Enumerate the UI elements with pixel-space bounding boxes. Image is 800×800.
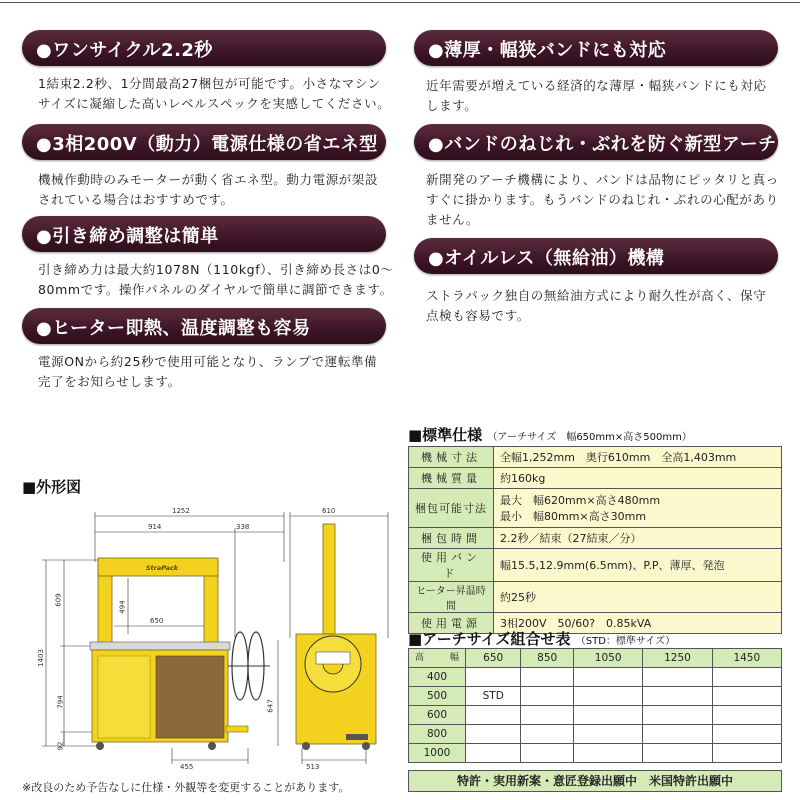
arch-cell bbox=[574, 687, 643, 706]
arch-height-header: 500 bbox=[409, 687, 466, 706]
arch-cell bbox=[574, 706, 643, 725]
patent-notice: 特許・実用新案・意匠登録出願中 米国特許出願中 bbox=[408, 770, 782, 792]
feature-title: ●ワンサイクル2.2秒 bbox=[36, 40, 213, 61]
arch-cell bbox=[712, 706, 781, 725]
desc-line: します。 bbox=[426, 98, 478, 113]
arch-cell bbox=[521, 687, 574, 706]
arch-cell bbox=[643, 687, 712, 706]
spec-value: 3相200V 50/60? 0.85kVA bbox=[494, 613, 782, 634]
arch-cell bbox=[466, 725, 521, 744]
brand-logo: StraPack bbox=[145, 564, 179, 572]
outline-drawing bbox=[20, 498, 390, 776]
spec-subtitle: （アーチサイズ 幅650mm×高さ500mm） bbox=[487, 432, 692, 443]
spec-label: 梱包時間 bbox=[409, 528, 494, 549]
dim-bottom-side: 513 bbox=[306, 763, 320, 771]
arch-cell bbox=[521, 744, 574, 763]
spec-label: 使用電源 bbox=[409, 613, 494, 634]
spec-label: ヒーター昇温時間 bbox=[409, 582, 494, 613]
feature-banner-power bbox=[22, 124, 386, 160]
arch-cell bbox=[712, 744, 781, 763]
arch-cell bbox=[643, 706, 712, 725]
spec-value bbox=[494, 489, 782, 528]
arch-subtitle: （STD：標準サイズ） bbox=[575, 636, 676, 647]
feature-desc-cycle bbox=[38, 74, 398, 114]
arch-cell bbox=[521, 706, 574, 725]
arch-height-header: 800 bbox=[409, 725, 466, 744]
table-row bbox=[409, 668, 782, 687]
feature-banner-arch bbox=[414, 124, 778, 160]
table-row bbox=[409, 687, 782, 706]
spec-label: 使用バンド bbox=[409, 549, 494, 582]
feature-title: ●薄厚・幅狭バンドにも対応 bbox=[428, 40, 667, 61]
feature-title: ●引き締め調整は簡単 bbox=[36, 226, 219, 247]
desc-line: 引き締め力は最大約1078N（110kgf）、引き締め長さは0～ bbox=[38, 262, 394, 277]
table-row bbox=[409, 489, 782, 528]
table-row bbox=[409, 447, 782, 468]
arch-cell bbox=[643, 668, 712, 687]
spec-label: 機械寸法 bbox=[409, 447, 494, 468]
corner-width-label: 幅 bbox=[449, 653, 459, 663]
table-row bbox=[409, 528, 782, 549]
arch-height-header: 1000 bbox=[409, 744, 466, 763]
desc-line: 機械作動時のみモーターが動く省エネ型。動力電源が架設 bbox=[38, 172, 379, 187]
spec-value: 幅15.5,12.9mm(6.5mm)、P.P、薄厚、発泡 bbox=[494, 549, 782, 582]
dim-arch-height: 609 bbox=[54, 593, 63, 607]
table-header-row bbox=[409, 649, 782, 668]
feature-desc-heater bbox=[38, 352, 398, 392]
table-row bbox=[409, 468, 782, 489]
table-row bbox=[409, 549, 782, 582]
dim-right-width: 338 bbox=[236, 523, 250, 531]
feature-desc-oilless bbox=[426, 286, 786, 326]
spec-label: 機械質量 bbox=[409, 468, 494, 489]
desc-line: 完了をお知らせします。 bbox=[38, 374, 181, 389]
desc-line: されている場合はおすすめです。 bbox=[38, 192, 234, 207]
arch-cell: STD bbox=[466, 687, 521, 706]
dim-table-height: 794 bbox=[56, 695, 65, 709]
feature-title: ●3相200V（動力）電源仕様の省エネ型 bbox=[36, 134, 378, 155]
outline-title: ■外形図 bbox=[22, 478, 82, 496]
dim-bottom-left: 455 bbox=[180, 763, 194, 771]
dim-left-width: 914 bbox=[148, 523, 162, 531]
table-row bbox=[409, 744, 782, 763]
arch-title bbox=[408, 628, 675, 649]
spec-value: 全幅1,252mm 奥行610mm 全高1,403mm bbox=[494, 447, 782, 468]
desc-line: ストラパック独自の無給油方式により耐久性が高く、保守 bbox=[426, 288, 767, 303]
arch-height-header: 600 bbox=[409, 706, 466, 725]
disclaimer-note: ※改良のため予告なしに仕様・外観等を変更することがあります。 bbox=[22, 781, 350, 794]
arch-cell bbox=[712, 687, 781, 706]
arch-cell bbox=[712, 725, 781, 744]
feature-desc-power bbox=[38, 170, 398, 210]
table-row bbox=[409, 725, 782, 744]
desc-line: 1結束2.2秒、1分間最高27梱包が可能です。小さなマシン bbox=[38, 76, 381, 91]
table-row bbox=[409, 582, 782, 613]
arch-cell bbox=[574, 668, 643, 687]
arch-cell bbox=[521, 725, 574, 744]
feature-banner-cycle bbox=[22, 30, 386, 66]
feature-desc-thin-band bbox=[426, 76, 786, 116]
arch-corner bbox=[409, 649, 466, 668]
spec-title-text: ■標準仕様 bbox=[408, 426, 483, 444]
spec-label: 梱包可能寸法 bbox=[409, 489, 494, 528]
arch-cell bbox=[643, 725, 712, 744]
table-row bbox=[409, 706, 782, 725]
arch-cell bbox=[466, 744, 521, 763]
dim-total-width: 1252 bbox=[172, 507, 190, 515]
dim-arch-inner: 494 bbox=[118, 600, 127, 614]
dim-reel-height: 647 bbox=[266, 699, 275, 713]
arch-table bbox=[408, 648, 782, 763]
arch-cell bbox=[643, 744, 712, 763]
arch-cell bbox=[521, 668, 574, 687]
spec-value-max: 最大 幅620mm×高さ480mm bbox=[500, 494, 661, 507]
feature-banner-tension bbox=[22, 216, 386, 252]
arch-height-header: 400 bbox=[409, 668, 466, 687]
arch-width-header: 1250 bbox=[643, 649, 712, 668]
arch-width-header: 1050 bbox=[574, 649, 643, 668]
arch-cell bbox=[574, 744, 643, 763]
feature-banner-oilless bbox=[414, 238, 778, 274]
desc-line: すぐに掛かります。もうバンドのねじれ・ぶれの心配があり bbox=[426, 192, 779, 207]
feature-banner-heater bbox=[22, 308, 386, 344]
spec-value-min: 最小 幅80mm×高さ30mm bbox=[500, 510, 647, 523]
desc-line: 近年需要が増えている経済的な薄厚・幅狭バンドにも対応 bbox=[426, 78, 767, 93]
feature-title: ●オイルレス（無給油）機構 bbox=[428, 248, 665, 269]
dim-arch-width: 650 bbox=[150, 617, 164, 625]
arch-cell bbox=[466, 706, 521, 725]
spec-value: 約160kg bbox=[494, 468, 782, 489]
desc-line: ません。 bbox=[426, 212, 480, 227]
arch-cell bbox=[574, 725, 643, 744]
corner-height-label: 高 bbox=[415, 653, 425, 663]
spec-table bbox=[408, 446, 782, 634]
spec-value: 約25秒 bbox=[494, 582, 782, 613]
dim-side-depth: 610 bbox=[322, 507, 336, 515]
desc-line: 80mmです。操作パネルのダイヤルで簡単に調節できます。 bbox=[38, 282, 393, 297]
arch-width-header: 1450 bbox=[712, 649, 781, 668]
spec-value: 2.2秒／結束（27結束／分） bbox=[494, 528, 782, 549]
arch-cell bbox=[712, 668, 781, 687]
dim-base-height: 92 bbox=[56, 741, 65, 751]
dim-total-height: 1403 bbox=[36, 649, 45, 667]
arch-cell bbox=[466, 668, 521, 687]
desc-line: サイズに凝縮した高いレベルスペックを実感してください。 bbox=[38, 96, 391, 111]
desc-line: 電源ONから約25秒で使用可能となり、ランプで運転準備 bbox=[38, 354, 378, 369]
arch-width-header: 850 bbox=[521, 649, 574, 668]
desc-line: 点検も容易です。 bbox=[426, 308, 530, 323]
feature-title: ●ヒーター即熱、温度調整も容易 bbox=[36, 318, 311, 339]
arch-width-header: 650 bbox=[466, 649, 521, 668]
feature-desc-arch bbox=[426, 170, 786, 230]
feature-banner-thin-band bbox=[414, 30, 778, 66]
arch-title-text: ■アーチサイズ組合せ表 bbox=[408, 630, 571, 648]
top-rule bbox=[0, 2, 800, 3]
feature-desc-tension bbox=[38, 260, 398, 300]
desc-line: 新開発のアーチ機構により、バンドは品物にピッタリと真っ bbox=[426, 172, 779, 187]
spec-title bbox=[408, 424, 692, 445]
feature-title: ●バンドのねじれ・ぶれを防ぐ新型アーチ bbox=[428, 134, 777, 155]
